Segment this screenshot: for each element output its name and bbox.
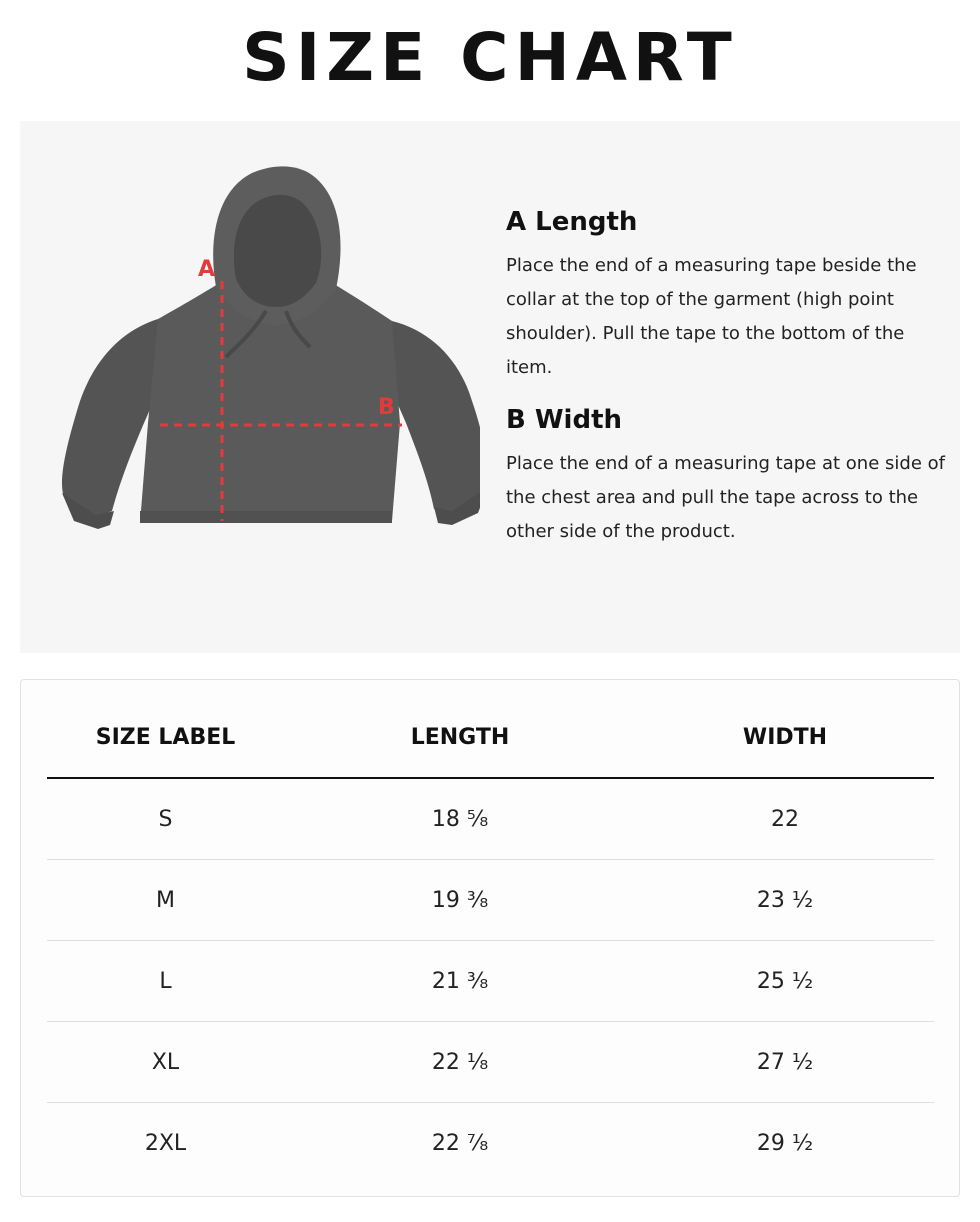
- length-text: Place the end of a measuring tape beside the collar at the top of the garment (high point shoulder). Pull the tape to the bottom of the item.: [506, 255, 917, 378]
- cell-width: 23 ¹⁄₂: [756, 887, 814, 913]
- cell-width: 27 ¹⁄₂: [756, 1049, 814, 1075]
- measurement-guide: [20, 121, 960, 653]
- length-instructions: [506, 205, 946, 385]
- cell-length: 19 ³⁄₈: [431, 887, 489, 913]
- cell-length: 22 ⁷⁄₈: [431, 1130, 489, 1156]
- table-header: [47, 680, 934, 779]
- cell-size: M: [156, 887, 175, 913]
- cell-length: 22 ¹⁄₈: [431, 1049, 489, 1075]
- table-row: [47, 860, 934, 941]
- width-heading: B Width: [506, 405, 623, 435]
- hood-inner: [234, 195, 321, 307]
- width-text: Place the end of a measuring tape at one side of the chest area and pull the tape across to the other side of the product.: [506, 453, 945, 542]
- width-instructions: [506, 403, 946, 549]
- cell-width: 29 ¹⁄₂: [756, 1130, 814, 1156]
- table-row: [47, 779, 934, 860]
- cell-size: XL: [151, 1049, 180, 1075]
- hoodie-diagram: [40, 161, 480, 581]
- table-row: [47, 941, 934, 1022]
- table-row: [47, 1022, 934, 1103]
- cell-length: 18 ⁵⁄₈: [431, 806, 489, 832]
- cell-size: L: [159, 968, 172, 994]
- right-sleeve: [392, 321, 480, 513]
- hem: [140, 511, 392, 523]
- header-size-label: SIZE LABEL: [95, 725, 236, 750]
- label-b: B: [378, 395, 395, 420]
- cell-width: 22: [771, 806, 799, 832]
- cell-length: 21 ³⁄₈: [431, 968, 489, 994]
- cell-size: S: [158, 806, 173, 832]
- page-title: SIZE CHART: [242, 19, 738, 96]
- cell-size: 2XL: [144, 1130, 187, 1156]
- hoodie-illustration: [40, 161, 480, 581]
- size-table-card: [20, 679, 960, 1197]
- size-table: [47, 680, 934, 1183]
- header-length: LENGTH: [410, 725, 510, 750]
- length-heading: A Length: [506, 207, 638, 237]
- cell-width: 25 ¹⁄₂: [756, 968, 814, 994]
- table-row: [47, 1103, 934, 1183]
- header-width: WIDTH: [742, 725, 828, 750]
- label-a: A: [198, 257, 216, 282]
